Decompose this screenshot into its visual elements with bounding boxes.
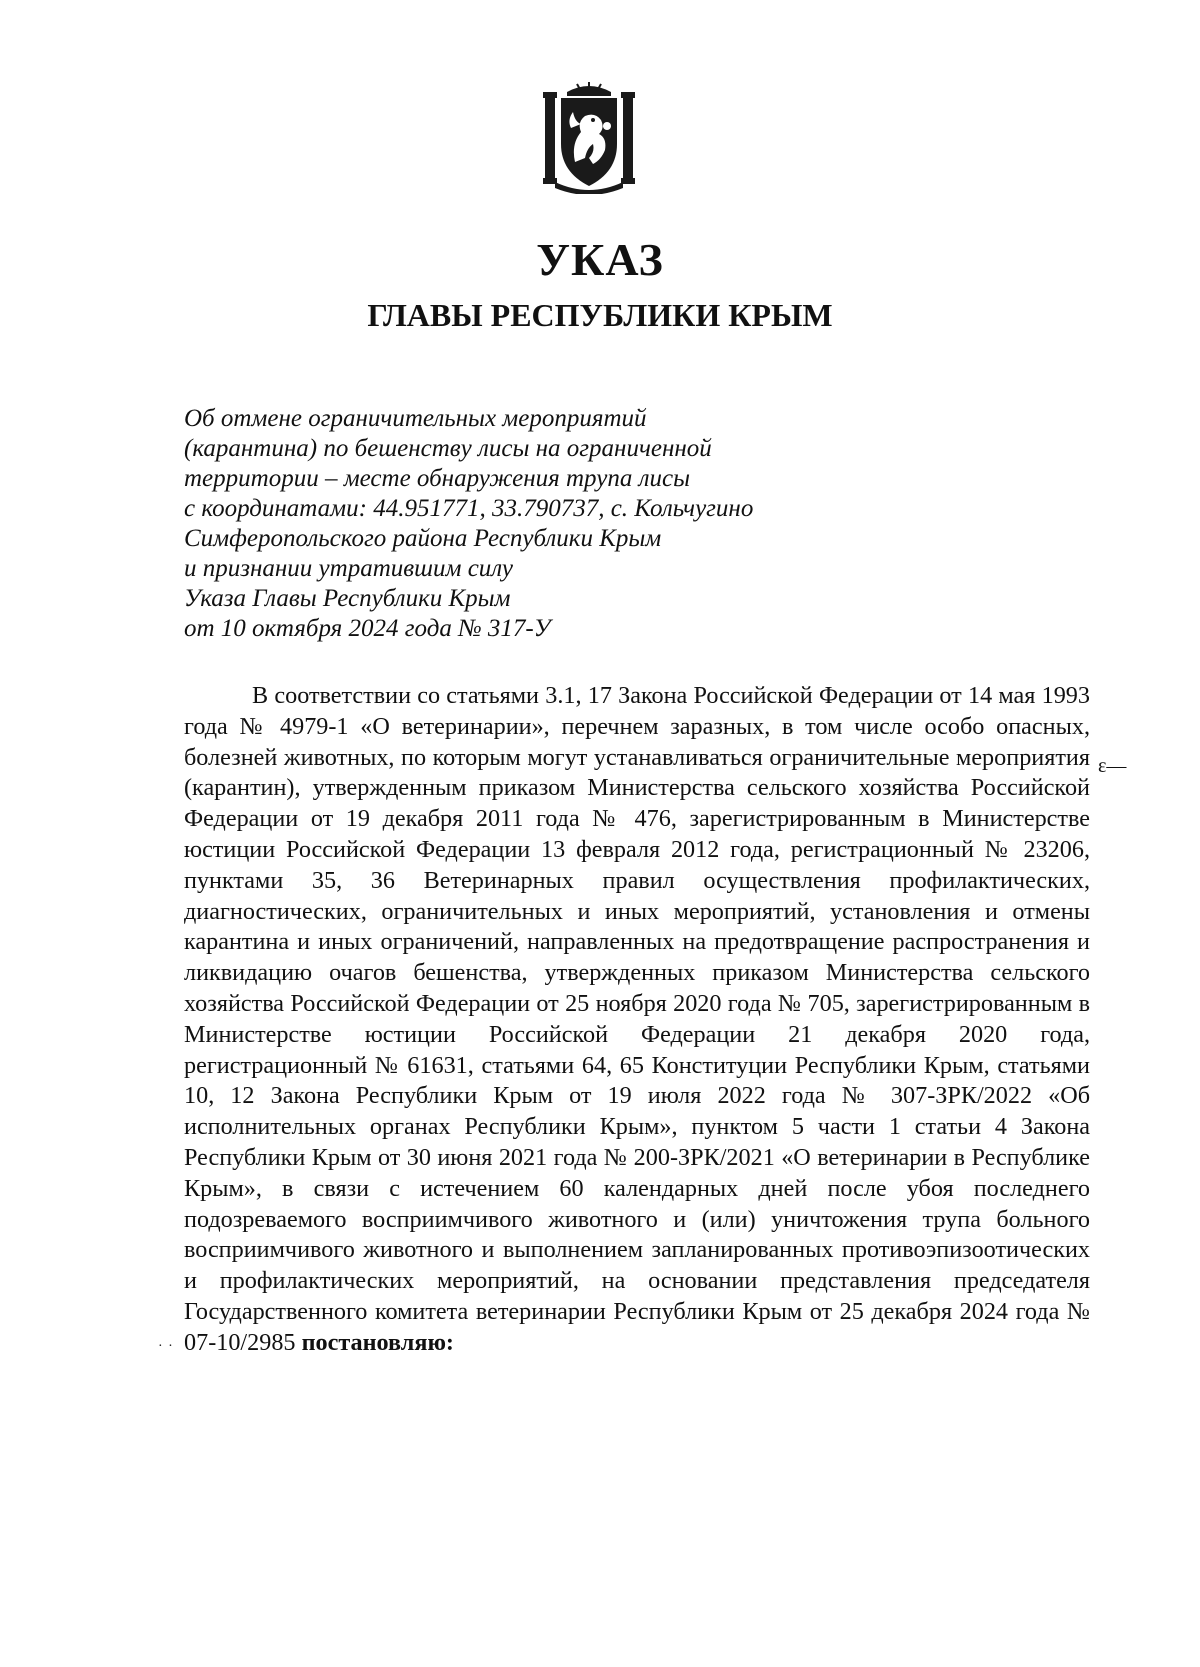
decree-word: постановляю: [301, 1328, 454, 1356]
crimea-coat-of-arms-icon [541, 82, 637, 194]
preamble-text: В соответствии со статьями 3.1, 17 Закона Российской Федерации от 14 мая 1993 года № 4979-1 «О ветеринарии», перечнем заразных, в том числе особо опасных, болезней животных, по которым могут устанавливаться ограничительные мероприятия (карантин), утвержденным приказом Министерства сельского хозяйства Российской Федерации от 19 декабря 2011 года № 476, зарегистрированным в Министерстве юстиции Российской Федерации 13 февраля 2012 года, регистрационный № 23206, пунктами 35, 36 Ветеринарных правил осуществления профилактических, диагностических, ограничительных и иных мероприятий, установления и отмены карантина и иных ограничений, направленных на предотвращение распространения и ликвидацию очагов бешенства, утвержденных приказом Министерства сельского хозяйства Российской Федерации от 25 ноября 2020 года № 705, зарегистрированным в Министерстве юстиции Российской Федерации 21 декабря 2020 года, регистрационный № 61631, статьями 64, 65 Конституции Республики Крым, статьями 10, 12 Закона Республики Крым от 19 июля 2022 года № 307-ЗРК/2022 «Об исполнительных органах Республики Крым», пунктом 5 части 1 статьи 4 Закона Республики Крым от 30 июня 2021 года № 200-ЗРК/2021 «О ветеринарии в Республике Крым», в связи с истечением 60 календарных дней после убоя последнего подозреваемого восприимчивого животного и (или) уничтожения трупа больного восприимчивого животного и выполнением запланированных противоэпизоотических и профилактических мероприятий, на основании представления председателя Государственного комитета ветеринарии Республики Крым от 25 декабря 2024 года № 07-10/2985 [184, 682, 1090, 1356]
handwritten-margin-mark: ɛ— [1098, 755, 1127, 777]
subject-line: Об отмене ограничительных мероприятий [184, 405, 647, 432]
preamble-paragraph [184, 681, 1090, 1359]
subject-line: от 10 октября 2024 года № 317-У [184, 615, 551, 642]
subject-line: (карантина) по бешенству лисы на ограниченной [184, 435, 712, 462]
subject-line: с координатами: 44.951771, 33.790737, с. Кольчугино [184, 495, 754, 522]
subject-line: и признании утратившим силу [184, 555, 513, 582]
subject-line: Симферопольского района Республики Крым [184, 525, 662, 552]
document-title: УКАЗ [536, 234, 664, 285]
subject-line: Указа Главы Республики Крым [184, 585, 511, 612]
document-subtitle: ГЛАВЫ РЕСПУБЛИКИ КРЫМ [367, 297, 833, 333]
subject-line: территории – месте обнаружения трупа лисы [184, 465, 691, 492]
scan-dots: · · [158, 1339, 174, 1354]
document-subject [184, 404, 884, 644]
